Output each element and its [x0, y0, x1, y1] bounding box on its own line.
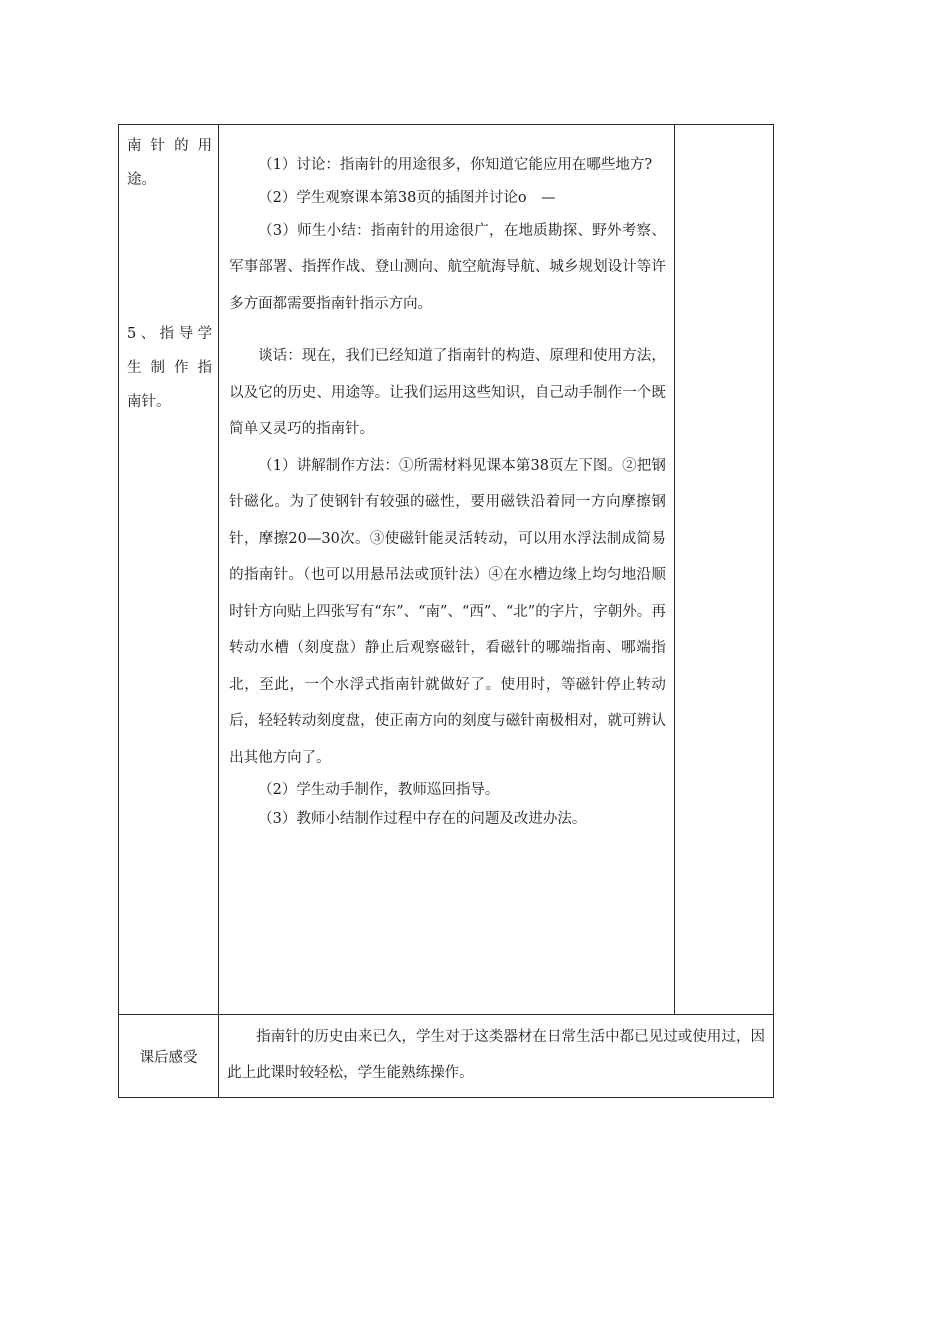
footer-row [119, 1015, 774, 1098]
use-paragraph-3: （3）师生小结：指南针的用途很广，在地质勘探、野外考察、军事部署、指挥作战、登山测向、航空航海导航、城乡规划设计等许多方面都需要指南针指示方向。 [229, 222, 666, 312]
step-5-line-2: 生 制 作 指 [127, 360, 213, 376]
step-prev-line-2: 途。 [127, 172, 156, 188]
step-5-line-3: 南针。 [127, 394, 171, 410]
use-paragraph-2: （2）学生观察课本第38页的插图并讨论o — [258, 189, 556, 206]
step-column [119, 125, 219, 1015]
making-method-paragraph: （1）讲解制作方法：①所需材料见课本第38页左下图。②把钢针磁化。为了使钢针有较强的磁性，要用磁铁沿着同一方向摩擦钢针，摩擦20—30次。③使磁针能灵活转动，可以用水浮法制成简易的指南针。（也可以用悬吊法或顶针法）④在水槽边缘上均匀地沿顺时针方向贴上四张写有“东”、“南”、“西”、“北”的字片，字朝外。再转动水槽（刻度盘）静止后观察磁针，看磁针的哪端指南、哪端指北，至此，一个水浮式指南针就做好了。使用时，等磁针停止转动后，轻轻转动刻度盘，使正南方向的刻度与磁针南极相对，就可辨认出其他方向了。 [229, 457, 666, 766]
step-5-label [127, 317, 212, 419]
making-summary-paragraph: （3）教师小结制作过程中存在的问题及改进办法。 [258, 811, 587, 827]
content-column [219, 125, 675, 1015]
making-intro-paragraph: 谈话：现在，我们已经知道了指南针的构造、原理和使用方法，以及它的历史、用途等。让我们运用这些知识，自己动手制作一个既简单又灵巧的指南针。 [229, 348, 666, 437]
step-prev-label [127, 129, 212, 197]
notes-column [674, 125, 773, 1015]
lesson-plan-table [118, 124, 774, 1098]
step-5-line-1: 5、指导学 [127, 326, 213, 342]
main-row [119, 125, 774, 1015]
step-prev-line-1: 南 针 的 用 [127, 138, 213, 154]
reflection-text: 指南针的历史由来已久，学生对于这类器材在日常生活中都已见过或使用过，因此上此课时较轻松，学生能熟练操作。 [219, 1015, 774, 1098]
reflection-label: 课后感受 [119, 1015, 219, 1098]
making-practice-paragraph: （2）学生动手制作，教师巡回指导。 [258, 782, 500, 798]
use-paragraph-1: （1）讨论：指南针的用途很多，你知道它能应用在哪些地方? [258, 157, 653, 173]
